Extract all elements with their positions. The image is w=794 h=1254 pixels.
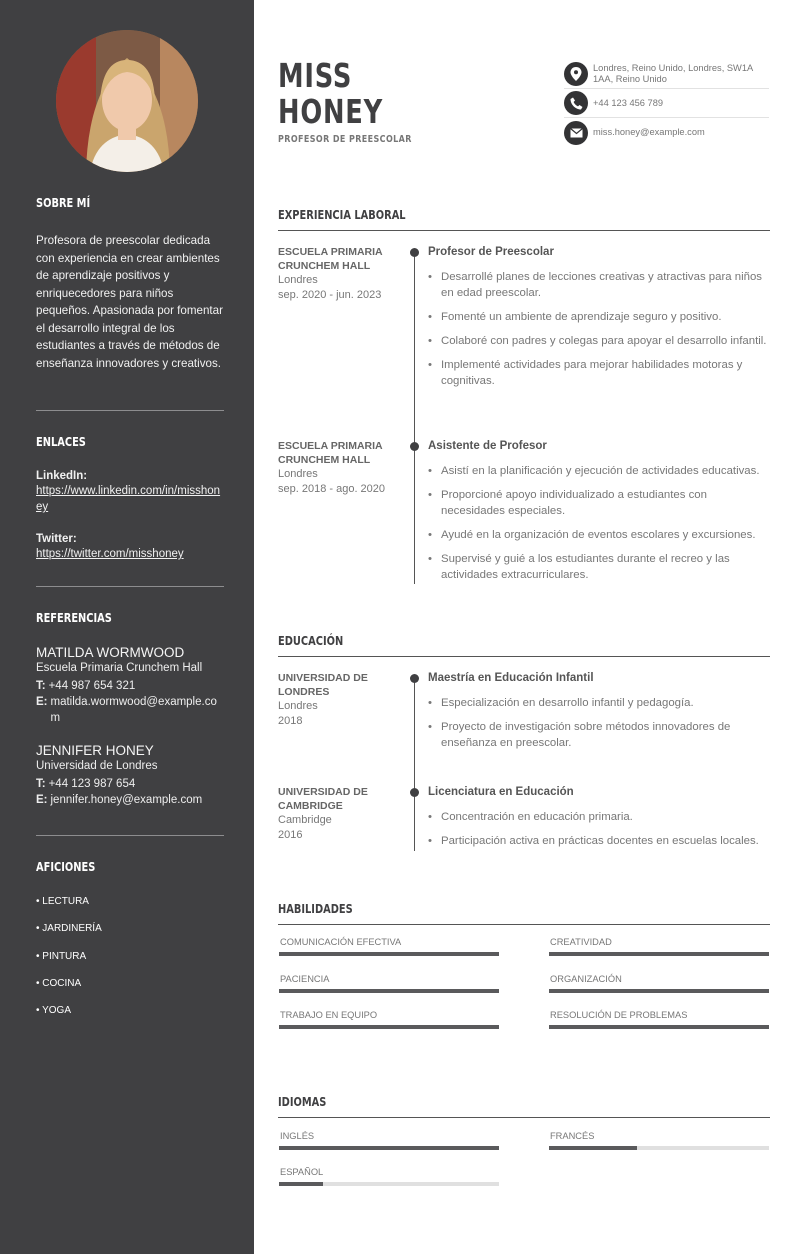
contact-email <box>564 118 769 147</box>
skill-label: RESOLUCIÓN DE PROBLEMAS <box>550 1010 688 1020</box>
experience-heading <box>278 206 770 231</box>
education-details <box>428 785 770 857</box>
skill-bar-fill <box>279 989 499 993</box>
contact-phone-text: +44 123 456 789 <box>593 97 664 108</box>
bullet-item: • Fomenté un ambiente de aprendizaje seguro y positivo. <box>428 309 770 325</box>
language-item <box>279 1131 499 1150</box>
links-section <box>36 435 224 449</box>
skill-item <box>549 937 769 956</box>
skill-bar <box>549 1025 769 1029</box>
experience-details <box>428 245 770 397</box>
bullet-item: • Proporcioné apoyo individualizado a estudiantes con necesidades especiales. <box>428 487 770 519</box>
skill-bar <box>279 952 499 956</box>
email-value: matilda.wormwood@example.com <box>50 696 217 724</box>
location-icon <box>564 62 588 86</box>
language-bar <box>279 1146 499 1150</box>
language-bar-fill <box>549 1146 637 1150</box>
language-item <box>549 1131 769 1150</box>
hobby-item: • YOGA <box>36 1005 71 1017</box>
references-heading: REFERENCIAS <box>36 611 112 625</box>
timeline-dot <box>410 674 419 683</box>
skill-bar-fill <box>549 989 769 993</box>
reference-org: Universidad de Londres <box>36 760 158 772</box>
skill-label: ORGANIZACIÓN <box>550 974 622 984</box>
link-linkedin <box>36 470 224 515</box>
experience-role: Asistente de Profesor <box>428 440 547 452</box>
skills-heading <box>278 900 770 925</box>
language-label: INGLÉS <box>280 1131 315 1141</box>
contact-phone <box>564 89 769 118</box>
reference-name: MATILDA WORMWOOD <box>36 645 185 660</box>
skill-label: CREATIVIDAD <box>550 937 612 947</box>
candidate-name <box>278 58 383 130</box>
experience-role: Profesor de Preescolar <box>428 246 554 258</box>
education-details <box>428 671 770 759</box>
bullet-item: • Supervisé y guié a los estudiantes durante el recreo y las actividades extracurriculares. <box>428 551 770 583</box>
timeline-line <box>414 675 415 851</box>
name-line-1: MISS <box>278 56 353 95</box>
language-item <box>279 1167 499 1186</box>
experience-bullets <box>428 269 770 389</box>
language-bar-fill <box>279 1146 499 1150</box>
experience-meta <box>278 245 398 302</box>
reference-phone <box>36 678 224 694</box>
skill-item <box>279 974 499 993</box>
hobbies-section <box>36 860 224 874</box>
email-label: E: <box>36 696 48 708</box>
bullet-item: • Especialización en desarrollo infantil y pedagogía. <box>428 695 770 711</box>
experience-heading-text: EXPERIENCIA LABORAL <box>278 208 406 222</box>
bullet-item: • Concentración en educación primaria. <box>428 809 770 825</box>
skill-item <box>549 974 769 993</box>
experience-bullets <box>428 463 770 583</box>
about-section <box>36 196 224 210</box>
languages-heading <box>278 1093 770 1118</box>
experience-dates: sep. 2018 - ago. 2020 <box>278 482 386 495</box>
skill-bar-fill <box>549 1025 769 1029</box>
experience-meta <box>278 439 398 496</box>
language-bar <box>549 1146 769 1150</box>
linkedin-label: LinkedIn: <box>36 470 88 482</box>
sidebar-divider <box>36 835 224 836</box>
skill-bar-fill <box>279 952 499 956</box>
hobby-item: • LECTURA <box>36 896 89 907</box>
sidebar-divider <box>36 586 224 587</box>
education-meta <box>278 785 398 842</box>
skill-bar <box>279 1025 499 1029</box>
skill-item <box>279 937 499 956</box>
phone-value: +44 987 654 321 <box>48 680 136 692</box>
skill-item <box>279 1010 499 1029</box>
reference-name: JENNIFER HONEY <box>36 743 154 758</box>
about-heading: SOBRE MÍ <box>36 196 91 210</box>
contact-address-text: Londres, Reino Unido, Londres, SW1A 1AA, Reino Unido <box>593 63 753 84</box>
about-text-block <box>36 232 224 372</box>
profile-photo-illustration <box>56 30 198 172</box>
email-label: E: <box>36 794 48 806</box>
skill-label: TRABAJO EN EQUIPO <box>280 1010 378 1020</box>
education-meta <box>278 671 398 728</box>
reference-item <box>36 743 224 808</box>
hobbies-list <box>36 896 224 1032</box>
contact-email-text: miss.honey@example.com <box>593 127 705 137</box>
skill-label: COMUNICACIÓN EFECTIVA <box>280 937 402 947</box>
twitter-label: Twitter: <box>36 533 77 545</box>
bullet-item: • Proyecto de investigación sobre métodos innovadores de enseñanza en preescolar. <box>428 719 770 751</box>
experience-org: ESCUELA PRIMARIA CRUNCHEM HALL <box>278 440 383 466</box>
timeline-dot <box>410 442 419 451</box>
reference-email <box>36 694 224 726</box>
skill-bar <box>549 952 769 956</box>
reference-org: Escuela Primaria Crunchem Hall <box>36 662 203 674</box>
experience-dates: sep. 2020 - jun. 2023 <box>278 288 382 301</box>
timeline-dot <box>410 248 419 257</box>
language-bar <box>279 1182 499 1186</box>
phone-icon <box>564 91 588 115</box>
skill-bar-fill <box>279 1025 499 1029</box>
contact-list <box>564 60 769 147</box>
education-degree: Licenciatura en Educación <box>428 786 574 798</box>
education-dates: 2016 <box>278 828 303 841</box>
bullet-item: • Colaboré con padres y colegas para apoyar el desarrollo infantil. <box>428 333 770 349</box>
references-section <box>36 611 224 625</box>
skill-label: PACIENCIA <box>280 974 330 984</box>
twitter-link[interactable]: https://twitter.com/misshoney <box>36 548 184 560</box>
experience-location: Londres <box>278 468 318 480</box>
bullet-item: • Ayudé en la organización de eventos escolares y excursiones. <box>428 527 770 543</box>
reference-phone <box>36 776 224 792</box>
linkedin-link[interactable]: https://www.linkedin.com/in/misshoney <box>36 485 221 513</box>
email-icon <box>564 121 588 145</box>
bullet-item: • Implementé actividades para mejorar habilidades motoras y cognitivas. <box>428 357 770 389</box>
sidebar-divider <box>36 410 224 411</box>
education-location: Londres <box>278 700 318 712</box>
language-label: FRANCÉS <box>550 1131 595 1141</box>
skills-heading-text: HABILIDADES <box>278 902 353 916</box>
skill-bar <box>549 989 769 993</box>
education-location: Cambridge <box>278 814 332 826</box>
language-bar-fill <box>279 1182 323 1186</box>
job-title: PROFESOR DE PREESCOLAR <box>278 134 412 145</box>
education-bullets <box>428 809 770 849</box>
education-heading-text: EDUCACIÓN <box>278 634 344 648</box>
languages-heading-text: IDIOMAS <box>278 1095 327 1109</box>
link-twitter <box>36 533 224 562</box>
phone-label: T: <box>36 778 46 790</box>
hobby-item: • JARDINERÍA <box>36 923 102 935</box>
education-bullets <box>428 695 770 751</box>
reference-email <box>36 792 224 808</box>
contact-address <box>564 60 769 89</box>
education-heading <box>278 632 770 657</box>
links-heading: ENLACES <box>36 435 86 449</box>
language-label: ESPAÑOL <box>280 1167 324 1177</box>
timeline-line <box>414 249 415 584</box>
hobbies-heading: AFICIONES <box>36 860 96 874</box>
experience-details <box>428 439 770 591</box>
skill-bar <box>279 989 499 993</box>
profile-photo <box>56 30 198 172</box>
hobby-item: • COCINA <box>36 977 82 989</box>
email-value: jennifer.honey@example.com <box>50 794 203 806</box>
hobby-item: • PINTURA <box>36 950 87 962</box>
bullet-item: • Desarrollé planes de lecciones creativas y atractivas para niños en edad preescolar. <box>428 269 770 301</box>
education-dates: 2018 <box>278 714 303 727</box>
education-org: UNIVERSIDAD DE CAMBRIDGE <box>278 786 368 812</box>
skill-item <box>549 1010 769 1029</box>
about-text: Profesora de preescolar dedicada con experiencia en crear ambientes de aprendizaje positivos y enriquecedores para niños pequeños. Apasionada por fomentar el desarrollo integral de los estudiantes a través de métodos de enseñanza innovadores y creativos. <box>36 234 223 370</box>
experience-org: ESCUELA PRIMARIA CRUNCHEM HALL <box>278 246 383 272</box>
timeline-dot <box>410 788 419 797</box>
name-line-2: HONEY <box>278 92 384 131</box>
phone-value: +44 123 987 654 <box>48 778 136 790</box>
bullet-item: • Asistí en la planificación y ejecución de actividades educativas. <box>428 463 770 479</box>
bullet-item: • Participación activa en prácticas docentes en escuelas locales. <box>428 833 770 849</box>
skill-bar-fill <box>549 952 769 956</box>
reference-item <box>36 645 224 726</box>
experience-location: Londres <box>278 274 318 286</box>
sidebar <box>0 0 254 1254</box>
education-degree: Maestría en Educación Infantil <box>428 672 594 684</box>
phone-label: T: <box>36 680 46 692</box>
education-org: UNIVERSIDAD DE LONDRES <box>278 672 368 698</box>
